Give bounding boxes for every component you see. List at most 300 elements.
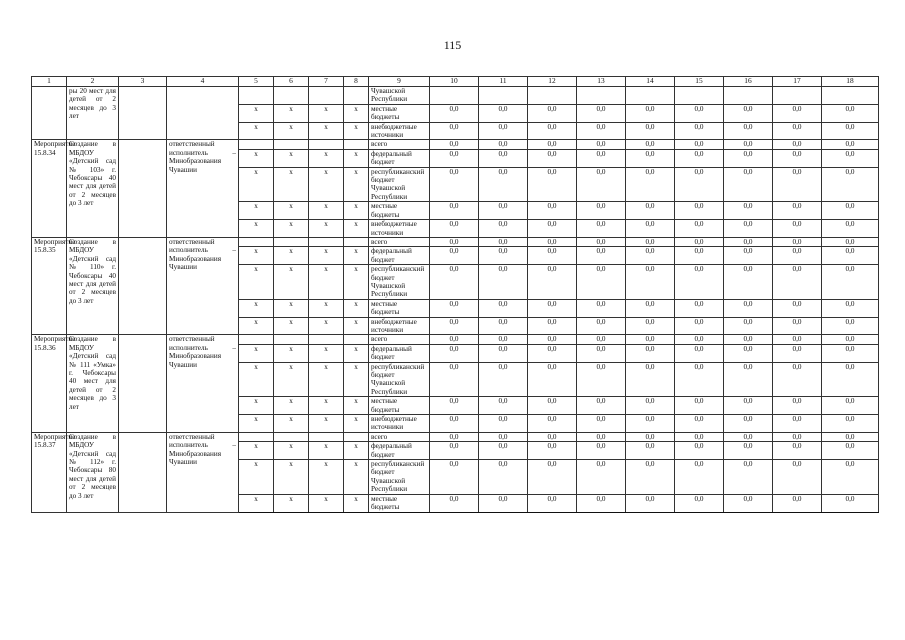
header-cell: 16: [724, 77, 773, 87]
amount-cell: 0,0: [773, 415, 822, 433]
code-mark: х: [344, 299, 369, 317]
code-mark: х: [344, 442, 369, 460]
amount-cell: 0,0: [479, 494, 528, 512]
amount-cell: 0,0: [773, 397, 822, 415]
amount-cell: 0,0: [430, 460, 479, 495]
amount-cell: 0,0: [626, 460, 675, 495]
code-mark: х: [309, 415, 344, 433]
amount-cell: 0,0: [430, 299, 479, 317]
funding-source: внебюджетные источники: [369, 122, 430, 140]
code-mark: [344, 87, 369, 105]
code-mark: х: [309, 104, 344, 122]
amount-cell: 0,0: [773, 317, 822, 335]
code-mark: [239, 140, 274, 149]
header-cell: 7: [309, 77, 344, 87]
amount-cell: 0,0: [479, 202, 528, 220]
amount-cell: 0,0: [724, 415, 773, 433]
amount-cell: 0,0: [430, 344, 479, 362]
code-mark: х: [344, 167, 369, 202]
code-mark: х: [344, 122, 369, 140]
amount-cell: 0,0: [822, 397, 879, 415]
amount-cell: 0,0: [822, 140, 879, 149]
amount-cell: 0,0: [430, 104, 479, 122]
amount-cell: 0,0: [528, 317, 577, 335]
funding-source: федеральный бюджет: [369, 442, 430, 460]
amount-cell: 0,0: [675, 494, 724, 512]
empty-cell: [119, 432, 167, 512]
amount-cell: 0,0: [724, 220, 773, 238]
code-mark: [344, 237, 369, 246]
amount-cell: [724, 87, 773, 105]
amount-cell: 0,0: [675, 460, 724, 495]
amount-cell: 0,0: [773, 335, 822, 344]
amount-cell: 0,0: [822, 247, 879, 265]
amount-cell: 0,0: [626, 237, 675, 246]
amount-cell: 0,0: [577, 122, 626, 140]
amount-cell: 0,0: [724, 432, 773, 441]
amount-cell: 0,0: [528, 397, 577, 415]
amount-cell: 0,0: [626, 335, 675, 344]
amount-cell: [675, 87, 724, 105]
funding-source: федеральный бюджет: [369, 344, 430, 362]
amount-cell: 0,0: [773, 247, 822, 265]
amount-cell: 0,0: [626, 104, 675, 122]
code-mark: х: [274, 442, 309, 460]
amount-cell: 0,0: [773, 104, 822, 122]
amount-cell: 0,0: [626, 415, 675, 433]
table-row: [32, 87, 879, 105]
code-mark: х: [239, 220, 274, 238]
code-mark: х: [274, 220, 309, 238]
amount-cell: 0,0: [430, 202, 479, 220]
amount-cell: [479, 87, 528, 105]
table-row: [32, 335, 879, 344]
code-mark: х: [344, 149, 369, 167]
amount-cell: 0,0: [724, 247, 773, 265]
amount-cell: 0,0: [822, 362, 879, 397]
amount-cell: 0,0: [724, 335, 773, 344]
amount-cell: 0,0: [577, 104, 626, 122]
amount-cell: 0,0: [479, 344, 528, 362]
code-mark: х: [239, 122, 274, 140]
funding-source: внебюджетные источники: [369, 415, 430, 433]
measure-executor: ответственный исполнитель – Минобразования Чувашии: [167, 140, 239, 237]
code-mark: [274, 237, 309, 246]
amount-cell: 0,0: [675, 442, 724, 460]
amount-cell: 0,0: [528, 237, 577, 246]
code-mark: х: [274, 122, 309, 140]
amount-cell: 0,0: [773, 122, 822, 140]
funding-source: всего: [369, 237, 430, 246]
amount-cell: 0,0: [822, 299, 879, 317]
amount-cell: 0,0: [822, 104, 879, 122]
page-number: 115: [443, 38, 462, 52]
code-mark: [274, 87, 309, 105]
amount-cell: 0,0: [479, 432, 528, 441]
amount-cell: 0,0: [577, 362, 626, 397]
code-mark: [239, 432, 274, 441]
amount-cell: 0,0: [773, 344, 822, 362]
code-mark: х: [239, 460, 274, 495]
code-mark: х: [274, 149, 309, 167]
code-mark: х: [274, 167, 309, 202]
amount-cell: 0,0: [479, 299, 528, 317]
measure-description: Создание в МБДОУ «Детский сад № 111 «Умка» г. Чебоксары 40 мест для детей от 2 месяцев до 3 лет: [67, 335, 119, 432]
code-mark: х: [344, 247, 369, 265]
amount-cell: 0,0: [675, 265, 724, 300]
amount-cell: 0,0: [528, 460, 577, 495]
code-mark: х: [309, 122, 344, 140]
amount-cell: 0,0: [528, 442, 577, 460]
table-body: [32, 77, 879, 513]
funding-source: республиканский бюджет Чувашской Республики: [369, 362, 430, 397]
amount-cell: 0,0: [528, 432, 577, 441]
header-cell: 13: [577, 77, 626, 87]
measure-executor: ответственный исполнитель – Минобразования Чувашии: [167, 237, 239, 334]
amount-cell: 0,0: [430, 432, 479, 441]
code-mark: х: [309, 317, 344, 335]
amount-cell: 0,0: [430, 140, 479, 149]
code-mark: х: [274, 202, 309, 220]
funding-source: внебюджетные источники: [369, 317, 430, 335]
amount-cell: 0,0: [528, 220, 577, 238]
code-mark: х: [274, 299, 309, 317]
amount-cell: 0,0: [822, 494, 879, 512]
code-mark: х: [274, 362, 309, 397]
code-mark: [309, 140, 344, 149]
header-cell: 4: [167, 77, 239, 87]
amount-cell: 0,0: [430, 317, 479, 335]
amount-cell: 0,0: [626, 344, 675, 362]
code-mark: х: [274, 460, 309, 495]
amount-cell: 0,0: [773, 442, 822, 460]
amount-cell: 0,0: [626, 220, 675, 238]
header-cell: 10: [430, 77, 479, 87]
amount-cell: 0,0: [479, 247, 528, 265]
code-mark: [344, 140, 369, 149]
amount-cell: [430, 87, 479, 105]
amount-cell: 0,0: [675, 220, 724, 238]
amount-cell: 0,0: [675, 167, 724, 202]
amount-cell: 0,0: [430, 335, 479, 344]
header-cell: 5: [239, 77, 274, 87]
amount-cell: 0,0: [626, 494, 675, 512]
amount-cell: 0,0: [528, 149, 577, 167]
amount-cell: 0,0: [675, 432, 724, 441]
amount-cell: 0,0: [675, 247, 724, 265]
amount-cell: 0,0: [773, 494, 822, 512]
amount-cell: 0,0: [675, 149, 724, 167]
funding-source: всего: [369, 335, 430, 344]
amount-cell: 0,0: [479, 415, 528, 433]
header-cell: 14: [626, 77, 675, 87]
code-mark: х: [344, 494, 369, 512]
amount-cell: 0,0: [822, 460, 879, 495]
funding-source: федеральный бюджет: [369, 149, 430, 167]
amount-cell: 0,0: [822, 442, 879, 460]
funding-source: республиканский бюджет Чувашской Республики: [369, 460, 430, 495]
amount-cell: 0,0: [577, 220, 626, 238]
header-cell: 9: [369, 77, 430, 87]
code-mark: х: [239, 442, 274, 460]
amount-cell: 0,0: [675, 104, 724, 122]
code-mark: х: [344, 415, 369, 433]
measure-executor: ответственный исполнитель – Минобразования Чувашии: [167, 335, 239, 432]
amount-cell: 0,0: [430, 415, 479, 433]
amount-cell: 0,0: [675, 335, 724, 344]
amount-cell: 0,0: [479, 140, 528, 149]
amount-cell: 0,0: [822, 432, 879, 441]
amount-cell: 0,0: [479, 237, 528, 246]
measure-label: Мероприятие 15.8.37: [32, 432, 67, 512]
code-mark: х: [344, 362, 369, 397]
header-cell: 1: [32, 77, 67, 87]
header-cell: 3: [119, 77, 167, 87]
code-mark: [274, 432, 309, 441]
amount-cell: 0,0: [822, 265, 879, 300]
amount-cell: 0,0: [479, 442, 528, 460]
amount-cell: 0,0: [626, 299, 675, 317]
amount-cell: 0,0: [724, 122, 773, 140]
table-row: [32, 237, 879, 246]
header-cell: 8: [344, 77, 369, 87]
amount-cell: 0,0: [577, 432, 626, 441]
funding-source: всего: [369, 432, 430, 441]
amount-cell: 0,0: [822, 344, 879, 362]
table-row: [32, 432, 879, 441]
code-mark: [344, 335, 369, 344]
code-mark: х: [239, 299, 274, 317]
code-mark: х: [274, 265, 309, 300]
funding-source: Чувашской Республики: [369, 87, 430, 105]
amount-cell: 0,0: [675, 415, 724, 433]
amount-cell: 0,0: [528, 104, 577, 122]
amount-cell: 0,0: [577, 140, 626, 149]
amount-cell: 0,0: [773, 149, 822, 167]
code-mark: х: [274, 104, 309, 122]
amount-cell: [626, 87, 675, 105]
amount-cell: 0,0: [724, 202, 773, 220]
amount-cell: 0,0: [724, 167, 773, 202]
amount-cell: 0,0: [577, 460, 626, 495]
amount-cell: 0,0: [577, 344, 626, 362]
amount-cell: 0,0: [528, 362, 577, 397]
code-mark: [239, 87, 274, 105]
amount-cell: 0,0: [528, 344, 577, 362]
amount-cell: 0,0: [773, 220, 822, 238]
code-mark: х: [309, 299, 344, 317]
funding-source: местные бюджеты: [369, 397, 430, 415]
amount-cell: 0,0: [528, 167, 577, 202]
measure-label: Мероприятие 15.8.35: [32, 237, 67, 334]
amount-cell: 0,0: [479, 335, 528, 344]
code-mark: х: [309, 202, 344, 220]
amount-cell: 0,0: [626, 442, 675, 460]
amount-cell: 0,0: [724, 442, 773, 460]
code-mark: х: [239, 362, 274, 397]
amount-cell: 0,0: [430, 122, 479, 140]
amount-cell: 0,0: [528, 335, 577, 344]
code-mark: х: [239, 167, 274, 202]
measure-description: Создание в МБДОУ «Детский сад № 103» г. Чебоксары 40 мест для детей от 2 месяцев до 3 лет: [67, 140, 119, 237]
code-mark: [274, 140, 309, 149]
code-mark: х: [309, 494, 344, 512]
amount-cell: 0,0: [773, 202, 822, 220]
code-mark: х: [274, 344, 309, 362]
amount-cell: 0,0: [626, 202, 675, 220]
measure-description: Создание в МБДОУ «Детский сад № 112» г. Чебоксары 80 мест для детей от 2 месяцев до 3 лет: [67, 432, 119, 512]
amount-cell: 0,0: [675, 237, 724, 246]
amount-cell: 0,0: [675, 299, 724, 317]
code-mark: х: [274, 397, 309, 415]
amount-cell: 0,0: [528, 299, 577, 317]
code-mark: х: [344, 317, 369, 335]
amount-cell: 0,0: [626, 247, 675, 265]
amount-cell: 0,0: [577, 202, 626, 220]
code-mark: х: [274, 247, 309, 265]
code-mark: х: [239, 265, 274, 300]
funding-source: внебюджетные источники: [369, 220, 430, 238]
amount-cell: 0,0: [528, 140, 577, 149]
amount-cell: 0,0: [479, 122, 528, 140]
amount-cell: 0,0: [430, 149, 479, 167]
funding-source: местные бюджеты: [369, 299, 430, 317]
amount-cell: 0,0: [577, 237, 626, 246]
measure-label: Мероприятие 15.8.36: [32, 335, 67, 432]
amount-cell: 0,0: [528, 122, 577, 140]
amount-cell: 0,0: [675, 344, 724, 362]
amount-cell: 0,0: [479, 167, 528, 202]
code-mark: х: [239, 149, 274, 167]
amount-cell: 0,0: [724, 104, 773, 122]
amount-cell: 0,0: [773, 299, 822, 317]
amount-cell: 0,0: [479, 265, 528, 300]
header-cell: 12: [528, 77, 577, 87]
measure-executor: ответственный исполнитель – Минобразования Чувашии: [167, 432, 239, 512]
amount-cell: 0,0: [528, 202, 577, 220]
amount-cell: 0,0: [822, 335, 879, 344]
code-mark: х: [309, 362, 344, 397]
code-mark: х: [344, 220, 369, 238]
amount-cell: 0,0: [822, 220, 879, 238]
code-mark: х: [344, 344, 369, 362]
code-mark: х: [309, 149, 344, 167]
code-mark: х: [274, 494, 309, 512]
code-mark: х: [239, 494, 274, 512]
code-mark: х: [309, 265, 344, 300]
amount-cell: 0,0: [626, 317, 675, 335]
measure-description: Создание в МБДОУ «Детский сад № 110» г. Чебоксары 40 мест для детей от 2 месяцев до 3 лет: [67, 237, 119, 334]
code-mark: х: [309, 397, 344, 415]
amount-cell: 0,0: [675, 362, 724, 397]
measure-label: Мероприятие 15.8.34: [32, 140, 67, 237]
code-mark: х: [239, 104, 274, 122]
code-mark: х: [239, 344, 274, 362]
empty-cell: [119, 87, 167, 140]
header-cell: 15: [675, 77, 724, 87]
amount-cell: 0,0: [528, 247, 577, 265]
amount-cell: 0,0: [626, 432, 675, 441]
amount-cell: 0,0: [577, 299, 626, 317]
code-mark: х: [239, 247, 274, 265]
amount-cell: [773, 87, 822, 105]
header-cell: 2: [67, 77, 119, 87]
code-mark: х: [344, 104, 369, 122]
amount-cell: 0,0: [430, 247, 479, 265]
amount-cell: 0,0: [822, 237, 879, 246]
amount-cell: 0,0: [724, 460, 773, 495]
amount-cell: 0,0: [577, 335, 626, 344]
amount-cell: 0,0: [430, 167, 479, 202]
amount-cell: 0,0: [724, 149, 773, 167]
amount-cell: 0,0: [479, 397, 528, 415]
amount-cell: 0,0: [528, 265, 577, 300]
amount-cell: 0,0: [822, 122, 879, 140]
funding-source: местные бюджеты: [369, 202, 430, 220]
amount-cell: 0,0: [675, 202, 724, 220]
funding-source: всего: [369, 140, 430, 149]
amount-cell: 0,0: [724, 265, 773, 300]
code-mark: х: [309, 442, 344, 460]
funding-source: местные бюджеты: [369, 104, 430, 122]
amount-cell: 0,0: [822, 167, 879, 202]
amount-cell: 0,0: [626, 397, 675, 415]
amount-cell: 0,0: [724, 237, 773, 246]
header-cell: 6: [274, 77, 309, 87]
empty-cell: [119, 335, 167, 432]
code-mark: [309, 335, 344, 344]
code-mark: х: [239, 415, 274, 433]
amount-cell: 0,0: [773, 265, 822, 300]
amount-cell: 0,0: [675, 122, 724, 140]
empty-cell: [119, 237, 167, 334]
amount-cell: [577, 87, 626, 105]
amount-cell: 0,0: [577, 149, 626, 167]
code-mark: х: [239, 317, 274, 335]
amount-cell: 0,0: [773, 460, 822, 495]
amount-cell: 0,0: [577, 442, 626, 460]
measure-label: [32, 87, 67, 140]
amount-cell: 0,0: [626, 265, 675, 300]
amount-cell: 0,0: [626, 362, 675, 397]
code-mark: х: [309, 460, 344, 495]
amount-cell: 0,0: [773, 140, 822, 149]
code-mark: х: [309, 220, 344, 238]
code-mark: х: [344, 397, 369, 415]
amount-cell: 0,0: [479, 362, 528, 397]
amount-cell: 0,0: [724, 299, 773, 317]
amount-cell: 0,0: [773, 432, 822, 441]
amount-cell: 0,0: [822, 415, 879, 433]
amount-cell: 0,0: [773, 362, 822, 397]
amount-cell: 0,0: [773, 167, 822, 202]
amount-cell: 0,0: [528, 494, 577, 512]
amount-cell: 0,0: [675, 317, 724, 335]
code-mark: [239, 335, 274, 344]
measure-executor: [167, 87, 239, 140]
amount-cell: 0,0: [724, 494, 773, 512]
code-mark: х: [274, 415, 309, 433]
code-mark: х: [344, 460, 369, 495]
amount-cell: 0,0: [577, 317, 626, 335]
amount-cell: 0,0: [724, 344, 773, 362]
amount-cell: 0,0: [577, 167, 626, 202]
funding-source: республиканский бюджет Чувашской Республики: [369, 167, 430, 202]
amount-cell: 0,0: [430, 362, 479, 397]
amount-cell: 0,0: [430, 265, 479, 300]
amount-cell: 0,0: [626, 149, 675, 167]
code-mark: [309, 87, 344, 105]
